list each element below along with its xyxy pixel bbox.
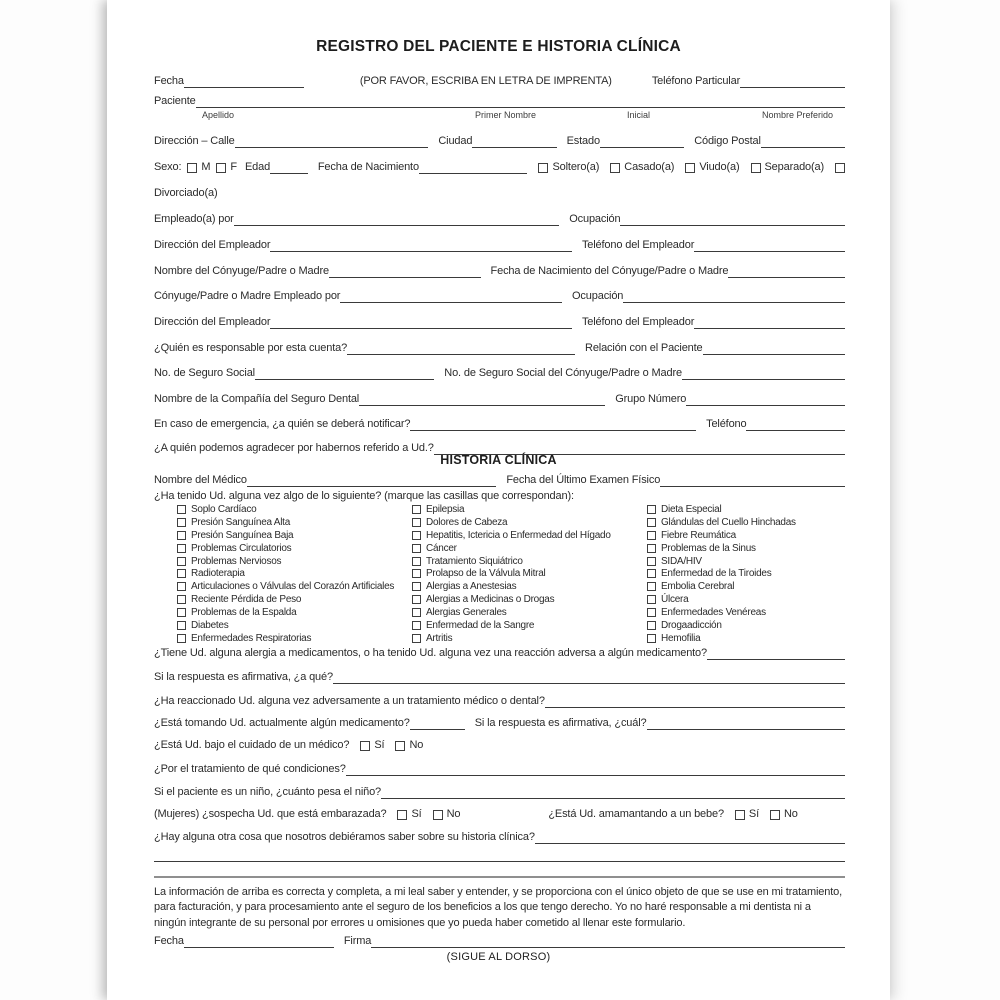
nino-peso-line[interactable] (381, 784, 845, 799)
ultimo-examen-label: Fecha del Último Examen Físico (506, 474, 661, 486)
afirmativa-cual-label: Si la respuesta es afirmativa, ¿cuál? (474, 717, 647, 729)
ocupacion-label: Ocupación (569, 213, 621, 225)
amamantando-label: ¿Está Ud. amamantando a un bebe? (548, 808, 724, 820)
telefono-label: Teléfono (706, 418, 747, 430)
checklist-item-label: Glándulas del Cuello Hinchadas (661, 516, 796, 528)
seguro-social-conyuge-line[interactable] (682, 365, 845, 380)
direccion-calle-line[interactable] (235, 133, 429, 148)
checklist-item-label: Problemas Circulatorios (191, 542, 292, 554)
separado-label: Separado(a) (764, 161, 824, 173)
checkbox[interactable] (412, 634, 421, 643)
checkbox[interactable] (177, 595, 186, 604)
telefono-empleador-2-label: Teléfono del Empleador (581, 316, 695, 328)
checklist-item[interactable] (412, 529, 647, 542)
casado-checkbox[interactable] (610, 163, 620, 173)
embarazada-no-label: No (446, 808, 461, 820)
direccion-empleador-line[interactable] (270, 237, 572, 252)
checkbox[interactable] (412, 531, 421, 540)
cuidado-si-checkbox[interactable] (360, 741, 370, 751)
checklist-item[interactable] (412, 503, 647, 516)
fecha-nacimiento-conyuge-label: Fecha de Nacimiento del Cónyuge/Padre o Madre (490, 265, 729, 277)
checklist-item-label: Dieta Especial (661, 503, 722, 515)
row-medico (154, 472, 845, 487)
soltero-label: Soltero(a) (552, 161, 600, 173)
row-conyuge (154, 263, 845, 278)
checklist-item[interactable] (647, 567, 845, 580)
checklist-item[interactable] (177, 632, 412, 645)
checkbox[interactable] (412, 608, 421, 617)
legal-paragraph: La información de arriba es correcta y completa, a mi leal saber y entender, y se proporciona con el único objeto de que se use en mi tratamiento, para facturación, y para procesamiento ante el seguro de los beneficios a los que tengo derecho. Yo no haré responsable a mi dentista ni a ningún integrante de su personal por errores u omisiones que yo pueda haber cometido al llenar este formulario. (154, 886, 842, 929)
checklist-item[interactable] (647, 503, 845, 516)
checklist-item[interactable] (177, 542, 412, 555)
telefono-empleador-2-line[interactable] (694, 314, 845, 329)
firma-line[interactable] (371, 933, 845, 948)
print-note: (POR FAVOR, ESCRIBA EN LETRA DE IMPRENTA) (359, 75, 612, 87)
checklist-item[interactable] (412, 567, 647, 580)
checkbox[interactable] (412, 569, 421, 578)
fecha-line[interactable] (184, 73, 304, 88)
cuidado-no-label: No (409, 739, 424, 751)
checklist-item-label: Diabetes (191, 619, 229, 631)
fecha-nacimiento-line[interactable] (419, 159, 528, 174)
checklist-item-label: Fiebre Reumática (661, 529, 736, 541)
checklist-item[interactable] (412, 580, 647, 593)
checklist-item[interactable] (647, 555, 845, 568)
embarazada-label: (Mujeres) ¿sospecha Ud. que está embarazada? (154, 808, 387, 820)
empleado-por-label: Empleado(a) por (154, 213, 234, 225)
checkbox[interactable] (647, 595, 656, 604)
checkbox[interactable] (647, 582, 656, 591)
grupo-numero-line[interactable] (686, 391, 845, 406)
checklist-item[interactable] (177, 503, 412, 516)
checklist-item-label: Enfermedad de la Sangre (426, 619, 535, 631)
checkbox[interactable] (647, 544, 656, 553)
ocupacion-2-label: Ocupación (572, 290, 624, 302)
checkbox[interactable] (177, 544, 186, 553)
otra-cosa-label: ¿Hay alguna otra cosa que nosotros debiéramos saber sobre su historia clínica? (154, 831, 535, 843)
separado-checkbox[interactable] (751, 163, 761, 173)
responsable-line[interactable] (347, 340, 575, 355)
telefono-line[interactable] (746, 416, 845, 431)
ocupacion-line[interactable] (620, 211, 845, 226)
row-mujeres (154, 806, 845, 821)
sigue-al-dorso: (SIGUE AL DORSO) (446, 951, 551, 963)
edad-label: Edad (244, 161, 271, 173)
checkbox[interactable] (177, 621, 186, 630)
fecha-nacimiento-conyuge-line[interactable] (728, 263, 845, 278)
fecha-label: Fecha (154, 75, 184, 87)
ultimo-examen-line[interactable] (660, 472, 845, 487)
checklist-item[interactable] (647, 542, 845, 555)
apellido-sublabel: Apellido (202, 110, 235, 120)
viudo-checkbox[interactable] (685, 163, 695, 173)
checklist-item[interactable] (412, 632, 647, 645)
cuidado-si-label: Sí (374, 739, 385, 751)
checklist-item[interactable] (177, 606, 412, 619)
checklist-column-2 (412, 503, 647, 645)
checklist-item-label: Enfermedades Venéreas (661, 607, 766, 619)
checklist (177, 503, 845, 645)
checklist-item-label: Tratamiento Siquiátrico (426, 555, 523, 567)
checkbox[interactable] (177, 608, 186, 617)
alergia-line[interactable] (707, 645, 845, 660)
reaccionado-line[interactable] (545, 693, 845, 708)
row-paciente (154, 93, 845, 108)
sexo-m-checkbox[interactable] (187, 163, 197, 173)
row-seguro-social (154, 365, 845, 380)
checklist-item-label: Problemas de la Sinus (661, 542, 756, 554)
checklist-item[interactable] (177, 593, 412, 606)
checkbox[interactable] (412, 544, 421, 553)
sexo-m-label: M (201, 161, 211, 173)
nombre-conyuge-label: Nombre del Cónyuge/Padre o Madre (154, 265, 329, 277)
checklist-item-label: Epilepsia (426, 503, 465, 515)
checklist-item-label: Dolores de Cabeza (426, 516, 508, 528)
checklist-item-label: Articulaciones o Válvulas del Corazón Artificiales (191, 581, 395, 593)
checkbox[interactable] (177, 505, 186, 514)
checklist-item[interactable] (412, 555, 647, 568)
checklist-column-1 (177, 503, 412, 645)
checklist-column-3 (647, 503, 845, 645)
checkbox[interactable] (412, 595, 421, 604)
row-condiciones (154, 761, 845, 776)
sexo-f-checkbox[interactable] (216, 163, 226, 173)
seguro-social-line[interactable] (255, 365, 434, 380)
nombre-preferido-sublabel: Nombre Preferido (762, 110, 834, 120)
compania-seguro-label: Nombre de la Compañía del Seguro Dental (154, 393, 360, 405)
nombre-medico-label: Nombre del Médico (154, 474, 247, 486)
checklist-item[interactable] (647, 580, 845, 593)
row-nino-peso (154, 784, 845, 799)
row-direccion-empleador-1 (154, 237, 845, 252)
fecha-nacimiento-label: Fecha de Nacimiento (317, 161, 419, 173)
nino-peso-label: Si el paciente es un niño, ¿cuánto pesa el niño? (154, 786, 382, 798)
row-emergencia (154, 416, 845, 431)
checklist-item-label: Presión Sanguínea Alta (191, 516, 291, 528)
row-reaccionado (154, 693, 845, 708)
seguro-social-label: No. de Seguro Social (154, 367, 255, 379)
checklist-item[interactable] (647, 516, 845, 529)
seguro-social-conyuge-label: No. de Seguro Social del Cónyuge/Padre o Madre (444, 367, 682, 379)
checklist-item[interactable] (647, 619, 845, 632)
direccion-empleador-2-label: Dirección del Empleador (154, 316, 271, 328)
row-direccion (154, 133, 845, 148)
checklist-item[interactable] (177, 516, 412, 529)
checklist-item[interactable] (412, 606, 647, 619)
ciudad-label: Ciudad (438, 135, 473, 147)
checkbox[interactable] (177, 531, 186, 540)
amamantando-si-label: Sí (748, 808, 760, 820)
inicial-sublabel: Inicial (627, 110, 651, 120)
checklist-item-label: Problemas de la Espalda (191, 607, 297, 619)
ciudad-line[interactable] (472, 133, 556, 148)
checklist-item-label: Alergias Generales (426, 607, 507, 619)
checklist-item-label: Hepatitis, Ictericia o Enfermedad del Hígado (426, 529, 611, 541)
conyuge-empleado-label: Cónyuge/Padre o Madre Empleado por (154, 290, 341, 302)
row-sexo (154, 159, 845, 174)
checklist-item[interactable] (647, 593, 845, 606)
checklist-item-label: Soplo Cardíaco (191, 503, 257, 515)
empleado-por-line[interactable] (234, 211, 560, 226)
tomando-label: ¿Está tomando Ud. actualmente algún medicamento? (154, 717, 410, 729)
reaccionado-label: ¿Ha reaccionado Ud. alguna vez adversamente a un tratamiento médico o dental? (154, 695, 545, 707)
checklist-item-label: Hemofilia (661, 632, 701, 644)
amamantando-no-checkbox[interactable] (770, 810, 780, 820)
cuidado-medico-label: ¿Está Ud. bajo el cuidado de un médico? (154, 739, 350, 751)
paciente-line[interactable] (196, 93, 845, 108)
checklist-item-label: Reciente Pérdida de Peso (191, 594, 302, 606)
row-checklist-prompt (154, 488, 845, 503)
nombre-conyuge-line[interactable] (329, 263, 481, 278)
alergia-label: ¿Tiene Ud. alguna alergia a medicamentos, o ha tenido Ud. alguna vez una reacción adversa a algún medicamento? (154, 647, 707, 659)
embarazada-si-checkbox[interactable] (397, 810, 407, 820)
row-blank-continuation (154, 847, 845, 862)
checkbox[interactable] (177, 569, 186, 578)
compania-seguro-line[interactable] (359, 391, 605, 406)
checklist-prompt: ¿Ha tenido Ud. alguna vez algo de lo siguiente? (marque las casillas que correspondan): (154, 490, 574, 502)
checklist-item-label: Enfermedades Respiratorias (191, 632, 312, 644)
row-divorciado (154, 185, 845, 200)
checkbox[interactable] (647, 557, 656, 566)
relacion-line[interactable] (703, 340, 845, 355)
checkbox[interactable] (177, 582, 186, 591)
afirmativa-que-label: Si la respuesta es afirmativa, ¿a qué? (154, 671, 333, 683)
estado-label: Estado (566, 135, 600, 147)
checklist-item[interactable] (177, 529, 412, 542)
footer-fecha-line[interactable] (184, 933, 334, 948)
amamantando-si-checkbox[interactable] (735, 810, 745, 820)
edad-line[interactable] (270, 159, 308, 174)
otra-cosa-line[interactable] (535, 829, 845, 844)
ocupacion-2-line[interactable] (623, 288, 845, 303)
checklist-item[interactable] (177, 619, 412, 632)
checklist-item-label: Drogaadicción (661, 619, 722, 631)
cuidado-no-checkbox[interactable] (395, 741, 405, 751)
checkbox[interactable] (412, 505, 421, 514)
emergencia-line[interactable] (410, 416, 696, 431)
checkbox[interactable] (647, 518, 656, 527)
embarazada-no-checkbox[interactable] (433, 810, 443, 820)
conyuge-empleado-line[interactable] (340, 288, 562, 303)
row-conyuge-empleado (154, 288, 845, 303)
divorciado-checkbox[interactable] (835, 163, 845, 173)
tomando-line[interactable] (410, 715, 465, 730)
telefono-empleador-line[interactable] (694, 237, 845, 252)
nombre-medico-line[interactable] (247, 472, 497, 487)
row-fecha-firma (154, 933, 845, 948)
paciente-label: Paciente (154, 95, 196, 107)
emergencia-label: En caso de emergencia, ¿a quién se deberá notificar? (154, 418, 411, 430)
checklist-item-label: Embolia Cerebral (661, 581, 735, 593)
historia-heading: HISTORIA CLÍNICA (440, 453, 557, 467)
checklist-item-label: Problemas Nerviosos (191, 555, 282, 567)
row-responsable (154, 340, 845, 355)
page-title: REGISTRO DEL PACIENTE E HISTORIA CLÍNICA (316, 38, 681, 55)
soltero-checkbox[interactable] (538, 163, 548, 173)
checklist-item[interactable] (177, 567, 412, 580)
checklist-item-label: SIDA/HIV (661, 555, 702, 567)
checkbox[interactable] (177, 634, 186, 643)
telefono-particular-label: Teléfono Particular (651, 75, 741, 87)
casado-label: Casado(a) (624, 161, 675, 173)
checkbox[interactable] (647, 531, 656, 540)
checklist-item[interactable] (177, 555, 412, 568)
checklist-item[interactable] (412, 516, 647, 529)
row-direccion-empleador-2 (154, 314, 845, 329)
amamantando-no-label: No (784, 808, 798, 820)
row-compania-seguro (154, 391, 845, 406)
checklist-item[interactable] (412, 542, 647, 555)
checklist-item-label: Cáncer (426, 542, 457, 554)
sexo-f-label: F (230, 161, 237, 173)
estado-line[interactable] (600, 133, 684, 148)
codigo-postal-line[interactable] (761, 133, 845, 148)
responsable-label: ¿Quién es responsable por esta cuenta? (154, 342, 348, 354)
checklist-item[interactable] (412, 593, 647, 606)
telefono-empleador-label: Teléfono del Empleador (581, 239, 695, 251)
checkbox[interactable] (647, 608, 656, 617)
row-cuidado-medico (154, 737, 845, 752)
checklist-item-label: Alergias a Anestesias (426, 581, 517, 593)
direccion-empleador-2-line[interactable] (270, 314, 572, 329)
checklist-item-label: Artritis (426, 632, 453, 644)
checklist-item[interactable] (412, 619, 647, 632)
afirmativa-que-line[interactable] (333, 669, 845, 684)
afirmativa-cual-line[interactable] (647, 715, 846, 730)
checkbox[interactable] (647, 634, 656, 643)
checkbox[interactable] (177, 518, 186, 527)
relacion-label: Relación con el Paciente (585, 342, 703, 354)
checklist-item-label: Alergias a Medicinas o Drogas (426, 594, 555, 606)
checklist-item[interactable] (647, 606, 845, 619)
referido-label: ¿A quién podemos agradecer por habernos referido a Ud.? (154, 442, 434, 454)
row-afirmativa-que (154, 669, 845, 684)
checklist-item[interactable] (647, 529, 845, 542)
checklist-item[interactable] (177, 580, 412, 593)
row-empleado-por (154, 211, 845, 226)
row-fecha (154, 73, 845, 88)
row-alergia (154, 645, 845, 660)
form-page (107, 0, 890, 1000)
sexo-label: Sexo: (154, 161, 182, 173)
footer-fecha-label: Fecha (154, 935, 184, 947)
direccion-empleador-label: Dirección del Empleador (154, 239, 271, 251)
row-tomando (154, 715, 845, 730)
checkbox[interactable] (647, 569, 656, 578)
section-divider (154, 876, 845, 878)
checkbox[interactable] (647, 505, 656, 514)
checklist-item[interactable] (647, 632, 845, 645)
condiciones-label: ¿Por el tratamiento de qué condiciones? (154, 763, 346, 775)
firma-label: Firma (343, 935, 372, 947)
checkbox[interactable] (177, 557, 186, 566)
checkbox[interactable] (412, 582, 421, 591)
checkbox[interactable] (647, 621, 656, 630)
codigo-postal-label: Código Postal (694, 135, 761, 147)
checkbox[interactable] (412, 518, 421, 527)
checklist-item-label: Úlcera (661, 594, 689, 606)
checklist-item-label: Enfermedad de la Tiroides (661, 568, 772, 580)
viudo-label: Viudo(a) (699, 161, 740, 173)
grupo-numero-label: Grupo Número (615, 393, 687, 405)
checklist-item-label: Prolapso de la Válvula Mitral (426, 568, 546, 580)
checkbox[interactable] (412, 557, 421, 566)
condiciones-line[interactable] (346, 761, 845, 776)
direccion-calle-label: Dirección – Calle (154, 135, 235, 147)
row-otra-cosa (154, 829, 845, 844)
checklist-item-label: Radioterapia (191, 568, 245, 580)
telefono-particular-line[interactable] (740, 73, 845, 88)
checklist-item-label: Presión Sanguínea Baja (191, 529, 294, 541)
checkbox[interactable] (412, 621, 421, 630)
divorciado-label: Divorciado(a) (154, 187, 218, 199)
otra-cosa-continuation-line[interactable] (154, 847, 845, 862)
primer-nombre-sublabel: Primer Nombre (475, 110, 537, 120)
embarazada-si-label: Sí (411, 808, 422, 820)
